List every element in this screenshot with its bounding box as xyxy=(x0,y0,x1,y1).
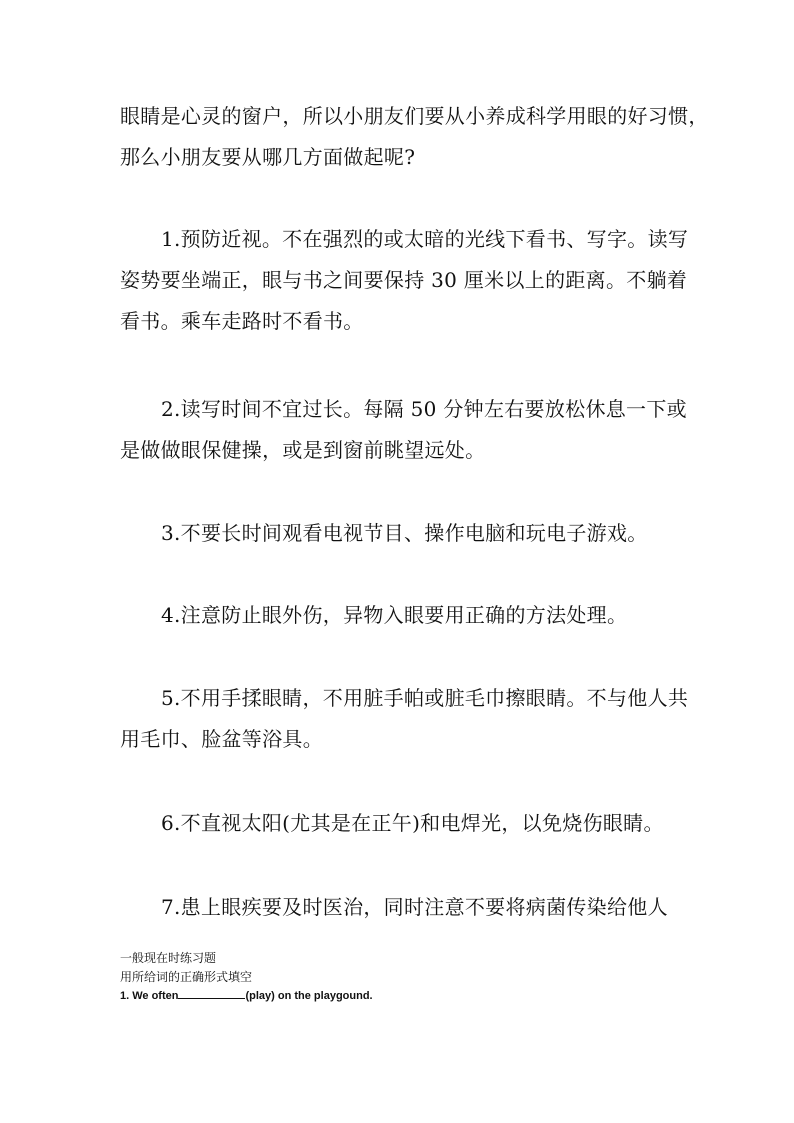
exercise-question-1 xyxy=(120,987,680,1006)
intro-line-1: 眼睛是心灵的窗户，所以小朋友们要从小养成科学用眼的好习惯， xyxy=(120,104,709,128)
exercise-section xyxy=(120,949,680,1006)
question-1-suffix: (play) on the playgound. xyxy=(245,990,373,1002)
intro-paragraph xyxy=(120,96,709,178)
tip-3-line-1: 3.不要长时间观看电视节目、操作电脑和玩电子游戏。 xyxy=(161,521,648,545)
tip-4-paragraph xyxy=(120,595,680,636)
tip-6-line-1: 6.不直视太阳(尤其是在正午)和电焊光，以免烧伤眼睛。 xyxy=(161,811,664,835)
tip-1-line-2: 姿势要坐端正，眼与书之间要保持 30 厘米以上的距离。不躺着 xyxy=(120,268,688,292)
tip-2-line-1: 2.读写时间不宜过长。每隔 50 分钟左右要放松休息一下或 xyxy=(161,397,687,421)
tip-7-line-1: 7.患上眼疾要及时医治，同时注意不要将病菌传染给他人 xyxy=(161,895,668,919)
tip-7-paragraph xyxy=(120,887,680,928)
question-1-prefix: 1. We often xyxy=(120,990,179,1002)
tip-4-line-1: 4.注意防止眼外伤，异物入眼要用正确的方法处理。 xyxy=(161,603,628,627)
question-1-blank xyxy=(178,988,245,999)
tip-5-line-1: 5.不用手揉眼睛，不用脏手帕或脏毛巾擦眼睛。不与他人共 xyxy=(161,686,689,710)
exercise-instruction: 用所给词的正确形式填空 xyxy=(120,970,253,984)
tip-1-line-1: 1.预防近视。不在强烈的或太暗的光线下看书、写字。读写 xyxy=(161,227,689,251)
tip-2-line-2: 是做做眼保健操，或是到窗前眺望远处。 xyxy=(120,438,486,462)
tip-2-paragraph xyxy=(120,389,687,471)
intro-line-2: 那么小朋友要从哪几方面做起呢? xyxy=(120,145,416,169)
exercise-title: 一般现在时练习题 xyxy=(120,951,217,965)
tip-1-line-3: 看书。乘车走路时不看书。 xyxy=(120,309,364,333)
tip-1-paragraph xyxy=(120,219,689,342)
tip-3-paragraph xyxy=(120,513,680,554)
tip-6-paragraph xyxy=(120,803,680,844)
tip-5-paragraph xyxy=(120,678,689,760)
tip-5-line-2: 用毛巾、脸盆等浴具。 xyxy=(120,727,323,751)
